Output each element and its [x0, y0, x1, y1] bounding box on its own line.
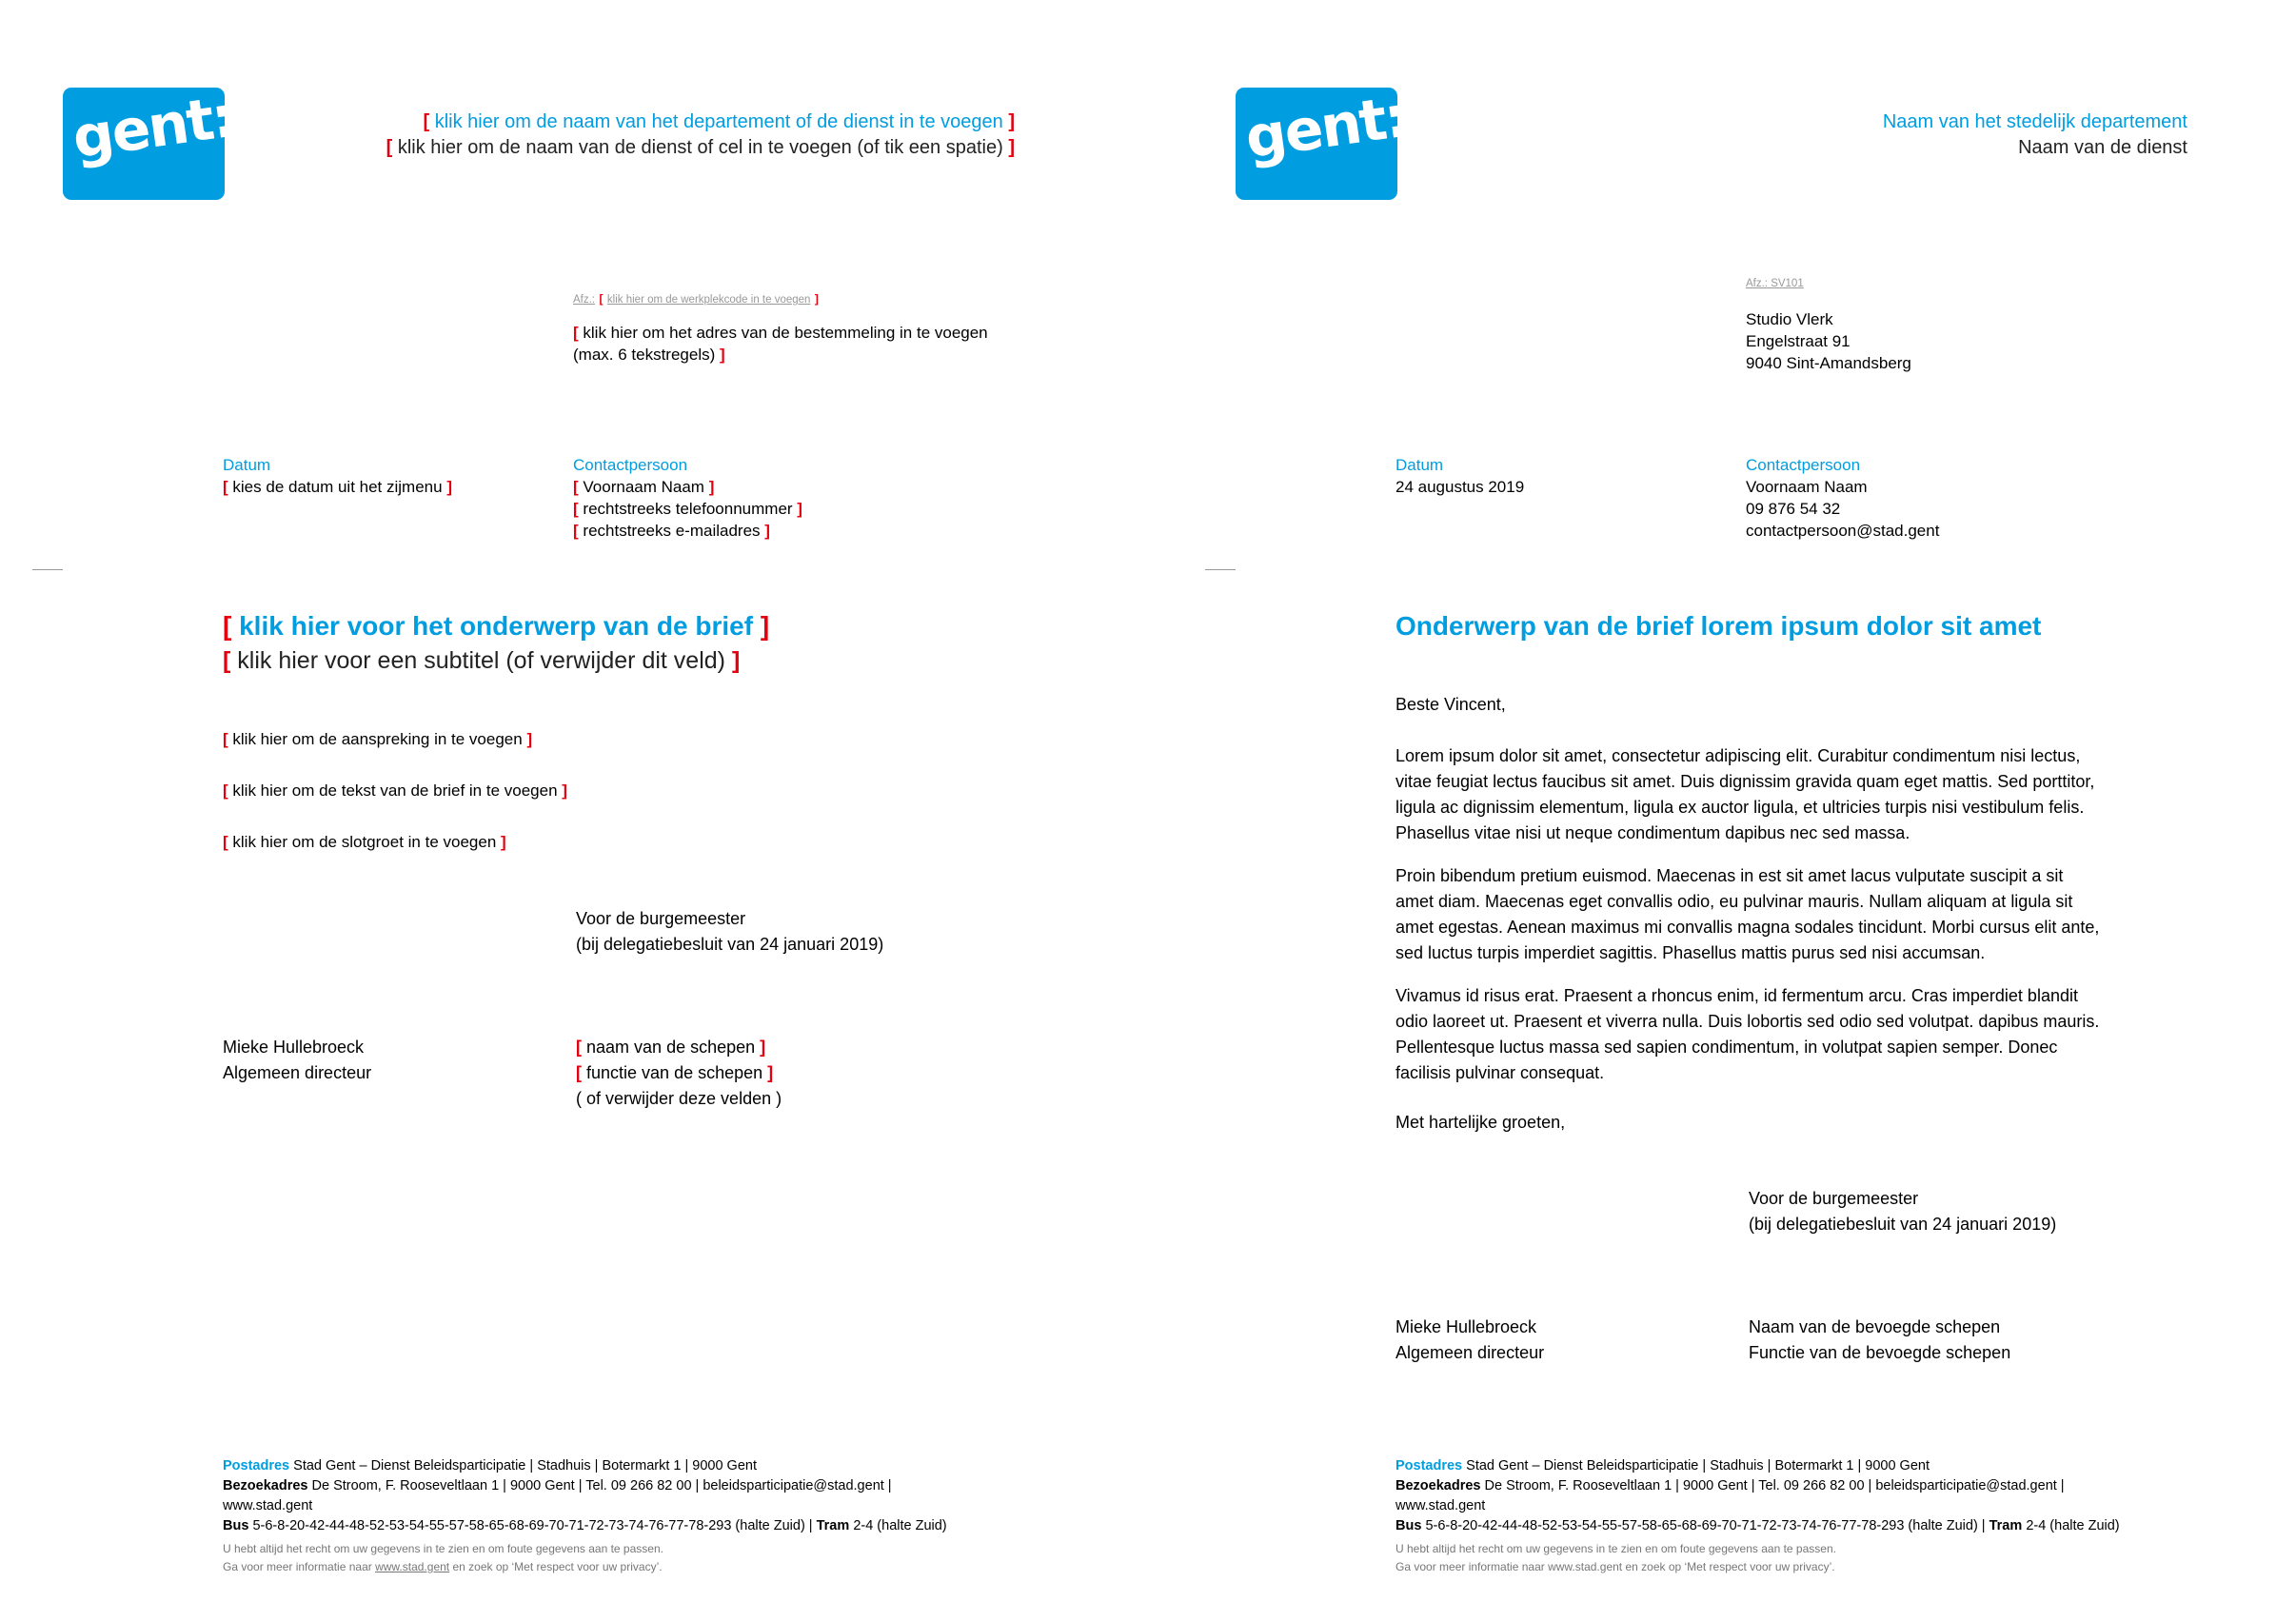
fold-marker [1205, 569, 1236, 570]
salutation-field[interactable]: [ klik hier om de aanspreking in te voegen ] [223, 730, 533, 748]
gent-logo: gent: [1236, 88, 1397, 200]
footer: Postadres Stad Gent – Dienst Beleidsparticipatie | Stadhuis | Botermarkt 1 | 9000 Gent Bezoekadres De Stroom, F. Rooseveltlaan 1 | 9000 Gent | Tel. 09 266 82 00 | beleidsparticipatie@stad.gent | www.stad.gent Bus 5-6-8-20-42-44-48-52-53-54-55-57-58-65-68-69-70-71-72-73-74-76-77-78-293 (halte Zuid) | Tram 2-4 (halte Zuid) U hebt altijd het recht om uw gegevens in te zien en om foute gegevens aan te passen. Ga voor meer informatie naar www.stad.gent en zoek op ‘Met respect voor uw privacy’. [223, 1458, 947, 1573]
letter-paragraph: Proin bibendum pretium euismod. Maecenas in est sit amet lacus vulputate suscipit a sit amet diam. Maecenas eget convallis odio, eu pulvinar mauris. Nullam aliquam at ligula sit amet egestas. Aenean maximus mi convallis magna sodales tincidunt. Morbi cursus elit ante, sed luctus turpis imperdiet sagittis. Phasellus mattis purus sed nisi accumsan. [1395, 866, 2100, 962]
contact-phone: 09 876 54 32 [1746, 500, 1841, 518]
date-label: Datum [223, 456, 271, 474]
contact-block [1746, 454, 1939, 542]
signer-name: Mieke Hullebroeck [223, 1038, 365, 1057]
service-field[interactable]: [ klik hier om de naam van de dienst of cel in te voegen (of tik een spatie) ] [386, 137, 1015, 158]
service-name: Naam van de dienst [2018, 137, 2187, 158]
privacy-link[interactable]: www.stad.gent [1548, 1560, 1623, 1573]
date-block [1395, 454, 1524, 498]
contact-email: contactpersoon@stad.gent [1746, 522, 1940, 540]
date-block [223, 454, 452, 498]
afz-code: Afz.: SV101 [1746, 278, 1804, 289]
letter-paragraph: Lorem ipsum dolor sit amet, consectetur adipiscing elit. Curabitur condimentum nisi lectus, vitae feugiat lectus faucibus sit amet. Duis dignissim gravida quam eget mattis. Sed porttitor, ligula ac dignissim elementum, ligula ex auctor ligula, et ultricies turpis nisi vestibulum felis. Phasellus vitae nisi ut neque condimentum dapibus nec sed massa. [1395, 746, 2095, 842]
mayor-block: Voor de burgemeester (bij delegatiebesluit van 24 januari 2019) [1749, 1189, 2057, 1234]
contact-name: Voornaam Naam [1746, 478, 1868, 496]
alderman-block [1749, 1315, 2010, 1366]
contact-name-field[interactable]: [ Voornaam Naam ] [573, 478, 715, 496]
afz-field[interactable]: Afz.: [ klik hier om de werkplekcode in te voegen ] [573, 292, 819, 306]
contact-label: Contactpersoon [573, 456, 688, 474]
recipient-address: Studio Vlerk Engelstraat 91 9040 Sint-Amandsberg [1746, 310, 1911, 372]
contact-email-field[interactable]: [ rechtstreeks e-mailadres ] [573, 522, 770, 540]
date-value: 24 augustus 2019 [1395, 478, 1525, 496]
letter-paragraph: Vivamus id risus erat. Praesent a rhoncus enim, id fermentum arcu. Cras imperdiet blandit odio laoreet ut. Praesent et viverra nulla. Duis lobortis sed odio sed volutpat. dapibus mauris. Pellentesque luctus massa sed sapien condimentum, in volutpat sapien semper. Donec facilisis pulvinar consequat. [1395, 986, 2100, 1082]
contact-label: Contactpersoon [1746, 456, 1861, 474]
address-field[interactable]: [ klik hier om het adres van de bestemmeling in te voegen (max. 6 tekstregels) ] [573, 324, 988, 364]
example-page [1173, 0, 2296, 1602]
date-label: Datum [1395, 456, 1444, 474]
contact-block [573, 454, 802, 542]
alderman-name-field[interactable]: [ naam van de schepen ] [576, 1038, 766, 1057]
fold-marker [32, 569, 63, 570]
letter-salutation: Beste Vincent, [1395, 695, 1506, 714]
alderman-note: ( of verwijder deze velden ) [576, 1089, 782, 1108]
footer: Postadres Stad Gent – Dienst Beleidsparticipatie | Stadhuis | Botermarkt 1 | 9000 Gent Bezoekadres De Stroom, F. Rooseveltlaan 1 | 9000 Gent | Tel. 09 266 82 00 | beleidsparticipatie@stad.gent | www.stad.gent Bus 5-6-8-20-42-44-48-52-53-54-55-57-58-65-68-69-70-71-72-73-74-76-77-78-293 (halte Zuid) | Tram 2-4 (halte Zuid) U hebt altijd het recht om uw gegevens in te zien en om foute gegevens aan te passen. Ga voor meer informatie naar www.stad.gent en zoek op ‘Met respect voor uw privacy’. [1395, 1458, 2120, 1573]
subject-field[interactable]: [ klik hier voor het onderwerp van de brief ] [223, 611, 770, 641]
signer-title: Algemeen directeur [1395, 1343, 1545, 1362]
privacy-link[interactable]: www.stad.gent [375, 1560, 450, 1573]
alderman-function-field[interactable]: [ functie van de schepen ] [576, 1063, 774, 1082]
department-field[interactable]: [ klik hier om de naam van het departement of de dienst in te voegen ] [423, 111, 1015, 132]
alderman-block [576, 1035, 782, 1112]
signer-block [223, 1035, 371, 1086]
mayor-block: Voor de burgemeester (bij delegatiebesluit van 24 januari 2019) [576, 909, 884, 954]
body-field[interactable]: [ klik hier om de tekst van de brief in te voegen ] [223, 781, 567, 800]
letter-closing: Met hartelijke groeten, [1395, 1113, 1566, 1132]
signer-block [1395, 1315, 1544, 1366]
contact-phone-field[interactable]: [ rechtstreeks telefoonnummer ] [573, 500, 802, 518]
signer-title: Algemeen directeur [223, 1063, 372, 1082]
alderman-function: Functie van de bevoegde schepen [1749, 1343, 2011, 1362]
subtitle-field[interactable]: [ klik hier voor een subtitel (of verwijder dit veld) ] [223, 647, 741, 674]
date-field[interactable]: [ kies de datum uit het zijmenu ] [223, 478, 452, 496]
gent-logo: gent: [63, 88, 225, 200]
department-name: Naam van het stedelijk departement [1882, 111, 2187, 132]
letter-subject: Onderwerp van de brief lorem ipsum dolor sit amet [1395, 611, 2042, 641]
signer-name: Mieke Hullebroeck [1395, 1317, 1537, 1336]
closing-field[interactable]: [ klik hier om de slotgroet in te voegen ] [223, 833, 506, 851]
alderman-name: Naam van de bevoegde schepen [1749, 1317, 2001, 1336]
